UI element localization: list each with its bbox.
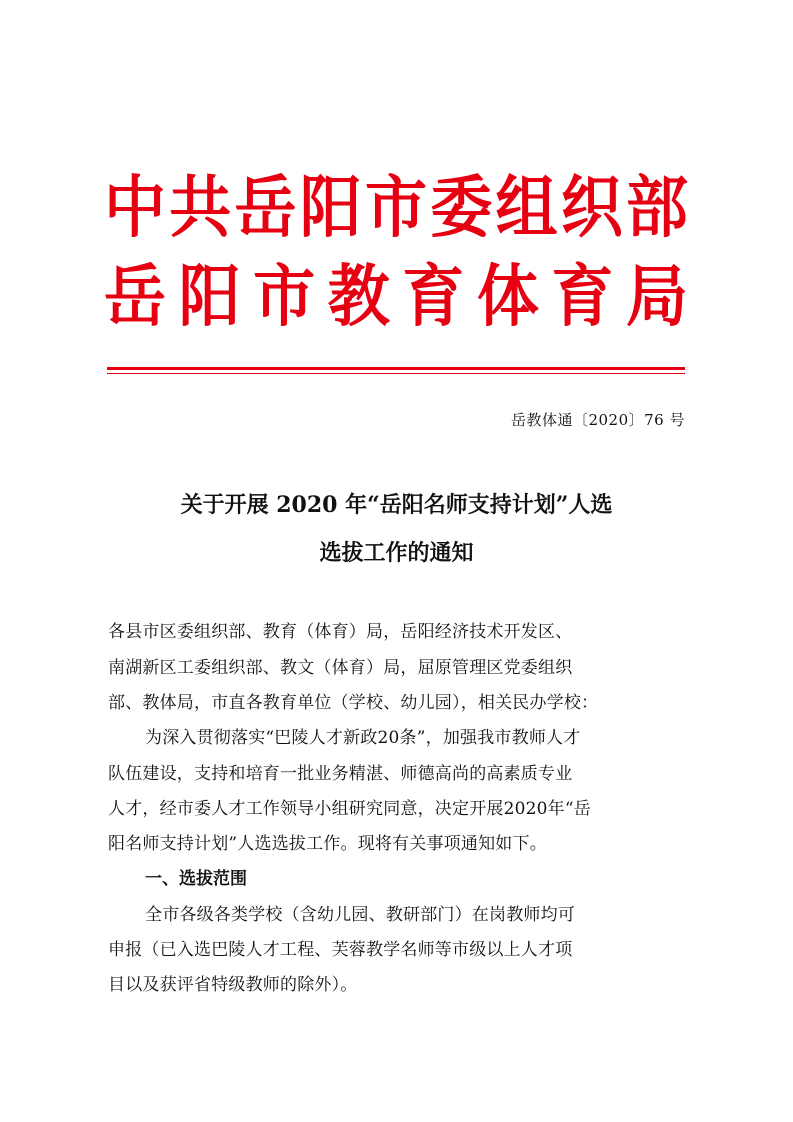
intro-line-4: 阳名师支持计划”人选选拔工作。现将有关事项通知如下。 — [108, 834, 547, 854]
recipients-line-1: 各县市区委组织部、教育（体育）局，岳阳经济技术开发区、 — [108, 622, 573, 642]
recipients-line-2: 南湖新区工委组织部、教文（体育）局，屈原管理区党委组织 — [108, 658, 573, 678]
section-heading-selection-scope: 一、选拔范围 — [145, 869, 247, 889]
intro-line-3: 人才，经市委人才工作领导小组研究同意，决定开展2020年“岳 — [108, 799, 591, 819]
issuing-org-line-1: 中共岳阳市委组织部 — [104, 168, 688, 247]
red-header-divider-thick — [107, 367, 685, 370]
recipients-line-3: 部、教体局，市直各教育单位（学校、幼儿园），相关民办学校： — [108, 693, 599, 713]
document-title-line-1: 关于开展 2020 年“岳阳名师支持计划”人选 — [180, 492, 613, 518]
issuing-org-line-2: 岳阳市教育体育局 — [104, 257, 688, 336]
section-1-line-3: 目以及获评省特级教师的除外）。 — [108, 975, 358, 995]
intro-line-1: 为深入贯彻落实“巴陵人才新政20条”，加强我市教师人才 — [145, 728, 581, 748]
section-1-line-1: 全市各级各类学校（含幼儿园、教研部门）在岗教师均可 — [145, 905, 575, 925]
intro-line-2: 队伍建设，支持和培育一批业务精湛、师德高尚的高素质专业 — [108, 764, 573, 784]
document-number: 岳教体通〔2020〕76 号 — [510, 411, 685, 429]
section-1-line-2: 申报（已入选巴陵人才工程、芙蓉教学名师等市级以上人才项 — [108, 940, 573, 960]
red-header-divider-thin — [107, 373, 685, 374]
document-title-line-2: 选拔工作的通知 — [319, 540, 474, 566]
